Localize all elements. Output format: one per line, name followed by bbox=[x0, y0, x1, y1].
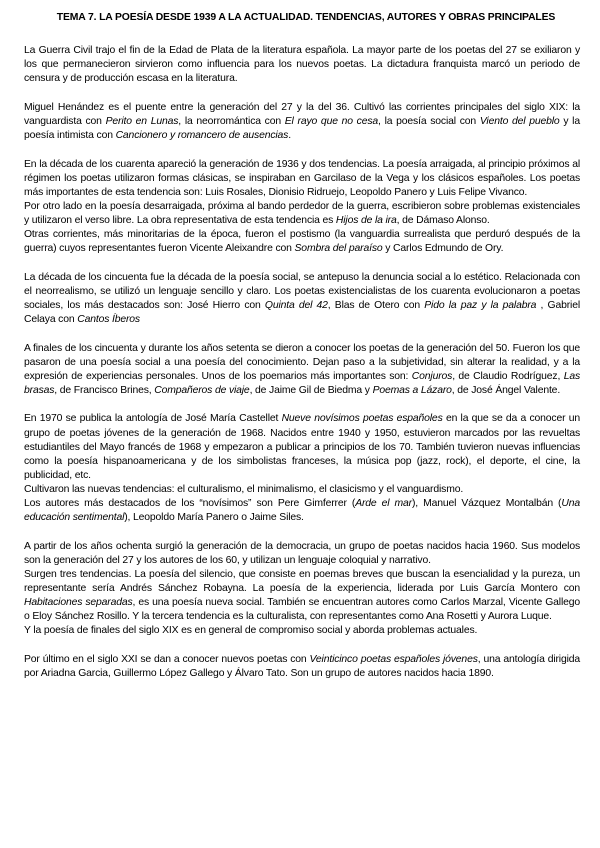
text-run: . bbox=[288, 129, 291, 141]
section-5 bbox=[24, 342, 580, 398]
text-run: Surgen tres tendencias. La poesía del silencio, que consiste en poemas breves que buscan la esencialidad y la pureza, un representante sería Andrés Sánchez Robayna. La poesía de la experiencia, liderada por Luis García Montero con bbox=[24, 568, 580, 594]
section-1 bbox=[24, 44, 580, 86]
work-title: Arde el mar bbox=[355, 498, 412, 510]
text-run: En 1970 se publica la antología de José María Castellet bbox=[24, 413, 282, 425]
text-run: Los autores más destacados de los “novísimos” son Pere Gimferrer ( bbox=[24, 498, 356, 510]
document-title: TEMA 7. LA POESÍA DESDE 1939 A LA ACTUALIDAD. TENDENCIAS, AUTORES Y OBRAS PRINCIPALES bbox=[56, 12, 556, 23]
work-title: Poemas a Lázaro bbox=[372, 384, 452, 396]
text-run: , de Claudio Rodríguez, bbox=[452, 370, 564, 382]
work-title: Una educación sentimental bbox=[24, 498, 580, 524]
section-2 bbox=[24, 101, 580, 143]
text-run: , la poesía social con bbox=[378, 115, 480, 127]
text-run: Por último en el siglo XXI se dan a conocer nuevos poetas con bbox=[24, 653, 310, 665]
text-run: , una antología dirigida por Ariadna Garcia, Guillermo López Gallego y Álvaro Tato. Son un grupo de autores nacidos hacia 1890. bbox=[24, 653, 581, 679]
work-title: Cantos Íberos bbox=[77, 314, 140, 325]
work-title: Nueve novísimos poetas españoles bbox=[281, 413, 443, 425]
paragraph bbox=[24, 540, 580, 568]
paragraph bbox=[24, 271, 580, 327]
text-run: , de Dámaso Alonso. bbox=[396, 214, 490, 226]
work-title: Quinta del 42 bbox=[264, 299, 328, 311]
work-title: Conjuros bbox=[411, 370, 453, 382]
section-8 bbox=[24, 653, 580, 681]
work-title: Sombra del paraíso bbox=[294, 243, 383, 255]
text-run: Miguel Henández es el puente entre la generación del 27 y la del 36. Cultivó las corrientes principales del siglo XIX: la vanguardista con bbox=[24, 101, 580, 127]
paragraph bbox=[24, 200, 580, 228]
paragraph bbox=[24, 624, 580, 638]
section-4 bbox=[24, 271, 580, 327]
work-title: Compañeros de viaje bbox=[154, 384, 250, 396]
section-7 bbox=[24, 540, 580, 639]
text-run: , de José Ángel Valente. bbox=[451, 384, 561, 396]
paragraph bbox=[24, 342, 580, 398]
text-run: , de Francisco Brines, bbox=[54, 384, 155, 396]
text-run: y Carlos Edmundo de Ory. bbox=[382, 243, 504, 255]
paragraph bbox=[24, 228, 580, 256]
text-run: Otras corrientes, más minoritarias de la época, fueron el postismo (la vanguardia surrealista que perduró después de la guerra) cuyos representantes fueron Vicente Aleixandre con bbox=[24, 229, 580, 255]
paragraph bbox=[24, 653, 580, 681]
text-run: , de Jaime Gil de Biedma y bbox=[249, 384, 373, 396]
paragraph bbox=[24, 483, 580, 497]
section-6 bbox=[24, 412, 580, 525]
text-run: Cultivaron las nuevas tendencias: el culturalismo, el minimalismo, el clasicismo y el vanguardismo. bbox=[24, 483, 464, 495]
section-3 bbox=[24, 158, 580, 257]
text-run: , es una poesía nueva social. También se encuentran autores como Carlos Marzal, Vicente Gallego o Eloy Sánchez Rosillo. Y la tercera tendencia es la culturalista, con representantes como Ana Rosetti y Aurora Luque. bbox=[24, 597, 580, 623]
text-run: ), Leopoldo María Panero o Jaime Siles. bbox=[124, 512, 304, 524]
paragraph bbox=[24, 101, 580, 143]
text-run: , la neorromántica con bbox=[178, 115, 285, 127]
text-run: En la década de los cuarenta apareció la generación de 1936 y dos tendencias. La poesía arraigada, al principio próximos al régimen los poetas utilizaron formas clásicas, se inspiraban en Garcilaso de la Vega y los clásicos españoles. Los poetas más importantes de esta tendencia son: Luis Rosales, Dionisio Ridruejo, Leopoldo Panero y Luis Felipe Vivanco. bbox=[24, 158, 580, 198]
work-title: Pido la paz y la palabra bbox=[424, 299, 537, 311]
text-run: A partir de los años ochenta surgió la generación de la democracia, un grupo de poetas nacidos hacia 1960. Sus modelos son la generación del 27 y los autores de los 60, y utilizan un lenguaje coloquial y narrativo. bbox=[24, 540, 580, 566]
text-run: ), Manuel Vázquez Montalbán ( bbox=[411, 498, 562, 510]
work-title: Las brasas bbox=[24, 370, 580, 396]
work-title: Habitaciones separadas bbox=[24, 597, 133, 609]
text-run: y la poesía intimista con bbox=[24, 115, 580, 141]
work-title: Perito en Lunas bbox=[105, 115, 179, 127]
text-run: en la que se da a conocer un grupo de poetas jóvenes de la generación de 1968. Nacidos entre 1940 y 1950, estuvieron marcados por las revueltas estudiantiles del Mayo francés de 1968 y empezaron a publicar a principios de los 70. También tuvieron nuevas influencias como la poesía hispanoamericana y de los simbolistas franceses, la música pop (jazz, rock), el deporte, el cine, la publicidad, etc. bbox=[24, 413, 580, 481]
work-title: Hijos de la ira bbox=[335, 214, 397, 226]
text-run: , Blas de Otero con bbox=[327, 299, 425, 311]
paragraph bbox=[24, 497, 580, 525]
work-title: Viento del pueblo bbox=[479, 115, 560, 127]
paragraph bbox=[24, 412, 580, 482]
text-run: Por otro lado en la poesía desarraigada, próxima al bando perdedor de la guerra, escribieron sobre problemas existenciales y utilizaron el verso libre. La obra representativa de esta tendencia es bbox=[24, 200, 580, 226]
paragraph bbox=[24, 44, 580, 86]
text-run: A finales de los cincuenta y durante los años setenta se dieron a conocer los poetas de la generación del 50. Fueron los que pasaron de una poesía social a una poesía del conocimiento. Dejan paso a la subjetividad, sin alterar la realidad, y a la expresión de experiencias personales. Unos de los poemarios más importantes son: bbox=[24, 342, 580, 382]
text-run: Y la poesía de finales del siglo XIX es en general de compromiso social y aborda problemas actuales. bbox=[24, 625, 478, 637]
work-title: Cancionero y romancero de ausencias bbox=[115, 129, 289, 141]
text-run: La Guerra Civil trajo el fin de la Edad de Plata de la literatura española. La mayor parte de los poetas del 27 se exiliaron y los que permanecieron sirvieron como influencia para los nuevos poetas. La dictadura franquista marcó un periodo de censura y de producción escasa en la literatura. bbox=[24, 45, 580, 85]
paragraph bbox=[24, 568, 580, 624]
text-run: , Gabriel Celaya con bbox=[24, 299, 580, 325]
work-title: Veinticinco poetas españoles jóvenes bbox=[309, 653, 478, 665]
text-run: La década de los cincuenta fue la década de la poesía social, se antepuso la denuncia social a lo estético. Relacionada con el neorrealismo, se utilizó un lenguaje sencillo y claro. Los poetas existencialistas de los cuarenta evolucionaron a poetas sociales, los más destacados son: José Hierro con bbox=[24, 271, 580, 311]
document-body bbox=[24, 44, 580, 696]
work-title: El rayo que no cesa bbox=[284, 115, 379, 127]
paragraph bbox=[24, 158, 580, 200]
